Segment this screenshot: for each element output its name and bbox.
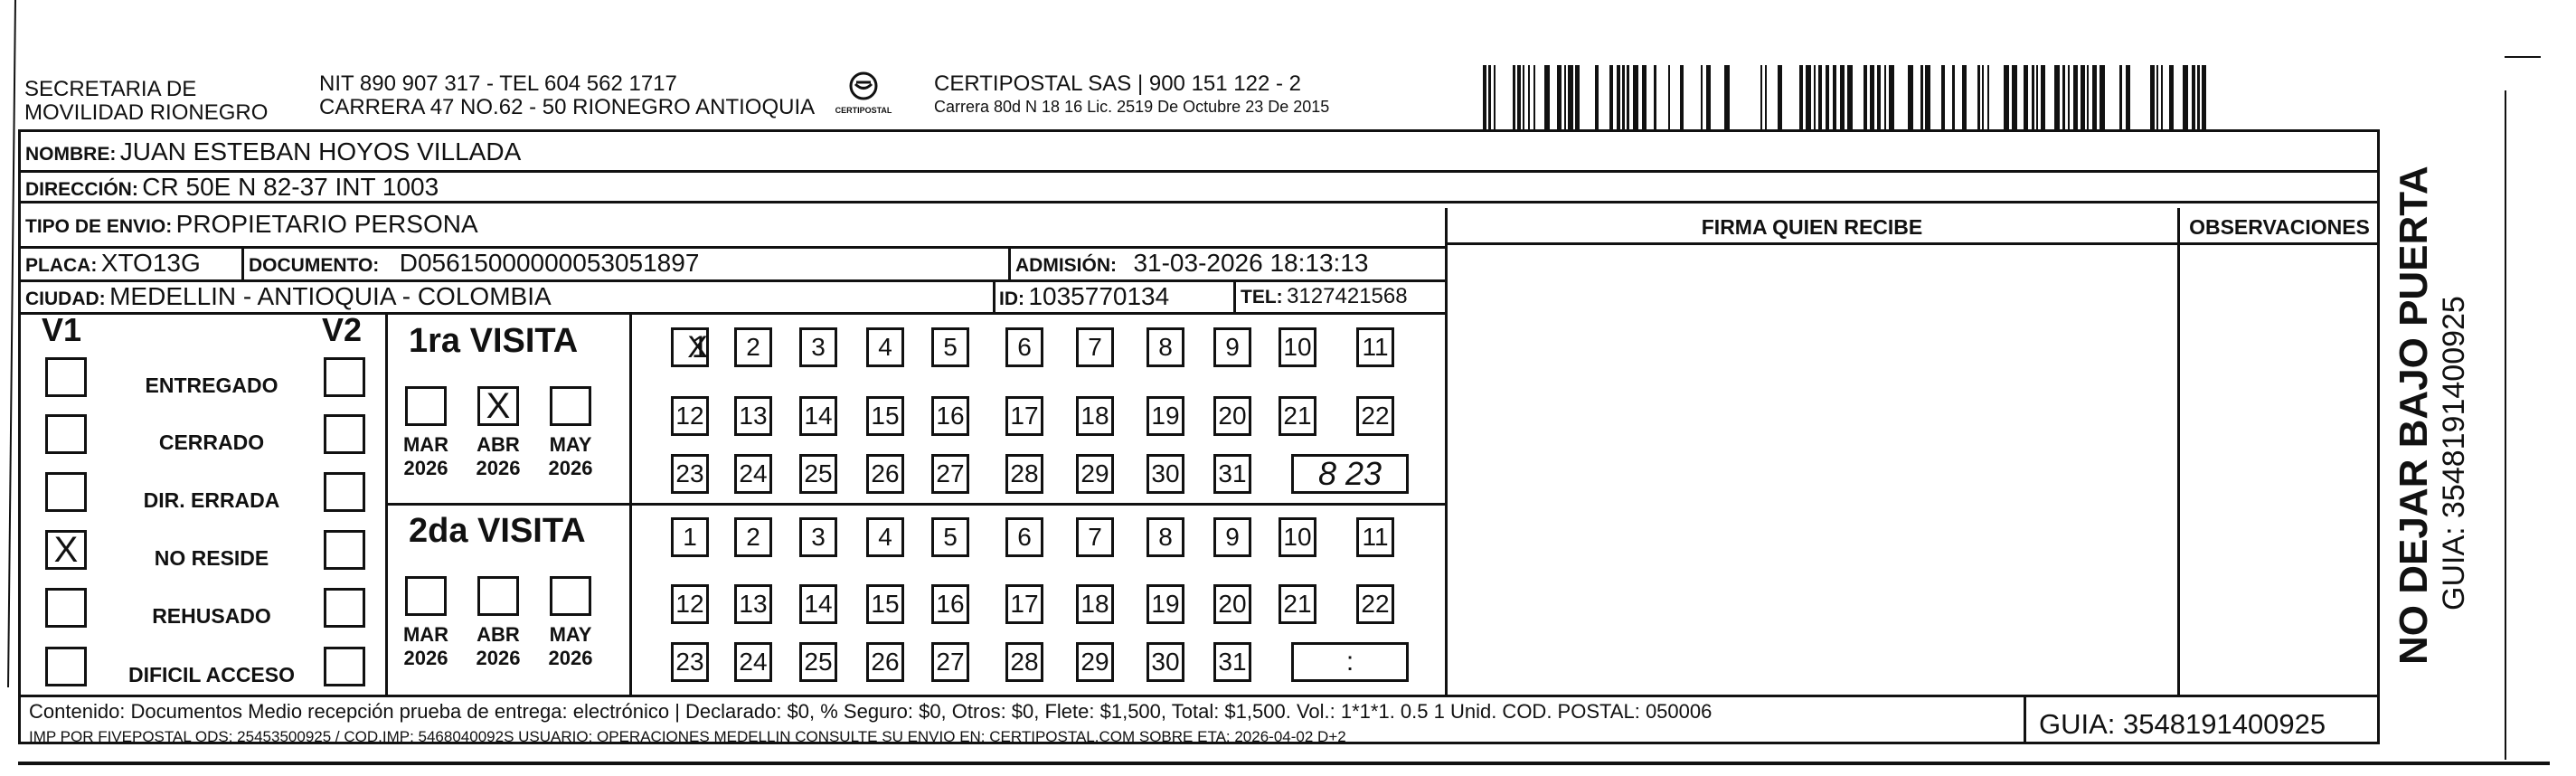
day-box[interactable]: 29 xyxy=(1076,454,1114,494)
barcode-bar xyxy=(2054,65,2060,130)
barcode-bar xyxy=(1987,65,1989,130)
barcode-bar xyxy=(2087,65,2089,130)
admision-divider xyxy=(1008,246,1011,279)
tipo-label: TIPO DE ENVIO: xyxy=(25,216,173,237)
month-label xyxy=(398,433,454,480)
v2-checkbox[interactable] xyxy=(324,588,365,628)
v2-label: V2 xyxy=(322,311,363,348)
barcode-bar xyxy=(2192,65,2195,130)
v1-checkbox[interactable] xyxy=(45,414,87,454)
day-box[interactable]: 11 xyxy=(1356,517,1394,557)
day-box[interactable]: 4 xyxy=(866,327,904,367)
barcode-bar xyxy=(1533,65,1535,130)
month-name: ABR xyxy=(477,623,520,646)
secretaria-line1: SECRETARIA DE xyxy=(24,77,197,101)
month-year: 2026 xyxy=(548,457,593,479)
day-box[interactable]: 18 xyxy=(1076,584,1114,624)
placa-row xyxy=(25,249,201,278)
side-text-block xyxy=(2392,158,2509,665)
barcode-bar xyxy=(1595,65,1599,130)
nit-line2: CARRERA 47 NO.62 - 50 RIONEGRO ANTIOQUIA xyxy=(319,95,816,119)
certipostal-logo xyxy=(827,71,900,125)
nombre-row xyxy=(25,137,521,166)
day-box[interactable]: 17 xyxy=(1005,584,1043,624)
row-line-5 xyxy=(18,312,1447,315)
day-box[interactable]: 3 xyxy=(799,517,837,557)
month-label xyxy=(470,623,526,670)
ciudad-row xyxy=(25,282,552,311)
day-box[interactable]: 25 xyxy=(799,642,837,682)
barcode-bar xyxy=(1941,65,1945,130)
v2-checkbox[interactable] xyxy=(324,472,365,512)
id-value: 1035770134 xyxy=(1028,282,1170,310)
tel-row xyxy=(1241,284,1408,309)
barcode-bar xyxy=(2024,65,2028,130)
barcode-bar xyxy=(2119,65,2122,130)
barcode-bar xyxy=(1627,65,1629,130)
ciudad-value: MEDELLIN - ANTIOQUIA - COLOMBIA xyxy=(109,282,552,310)
barcode-bar xyxy=(1760,65,1762,130)
day-box[interactable]: 13 xyxy=(734,396,772,436)
barcode-bar xyxy=(1528,65,1530,130)
id-row xyxy=(999,282,1169,311)
barcode-bar xyxy=(1962,65,1967,130)
v1-label: V1 xyxy=(42,311,82,348)
barcode xyxy=(1483,65,2206,130)
barcode-bar xyxy=(1884,65,1886,130)
barcode-bar xyxy=(2081,65,2085,130)
day-box[interactable]: 1 xyxy=(671,517,709,557)
placa-divider xyxy=(241,246,244,279)
tel-label: TEL: xyxy=(1241,287,1283,308)
side-guia: GUIA: 3548191400925 xyxy=(2437,296,2471,610)
day-box[interactable]: 10 xyxy=(1279,517,1316,557)
barcode-bar xyxy=(1483,65,1486,130)
documento-label: DOCUMENTO: xyxy=(249,255,380,276)
day-box[interactable]: 23 xyxy=(671,642,709,682)
day-box[interactable]: 11 xyxy=(1356,327,1394,367)
day-box[interactable]: 27 xyxy=(931,642,969,682)
barcode-bar xyxy=(1977,65,1980,130)
first-visit-title: 1ra VISITA xyxy=(409,322,579,360)
barcode-bar xyxy=(1633,65,1638,130)
certi-block xyxy=(934,72,1329,118)
barcode-bar xyxy=(1557,65,1562,130)
barcode-bar xyxy=(1864,65,1867,130)
day-box[interactable]: 5 xyxy=(931,517,969,557)
certi-line2: Carrera 80d N 18 16 Lic. 2519 De Octubre 23 De 2015 xyxy=(934,98,1330,116)
day-box[interactable]: 30 xyxy=(1146,454,1184,494)
barcode-bar xyxy=(2169,65,2174,130)
v1-checkbox[interactable] xyxy=(45,647,87,686)
barcode-bar xyxy=(1908,65,1913,130)
logo-icon xyxy=(845,71,882,101)
admision-value: 31-03-2026 18:13:13 xyxy=(1133,249,1369,277)
status-label: DIR. ERRADA xyxy=(143,488,280,512)
barcode-bar xyxy=(2150,65,2155,130)
day-box[interactable]: 14 xyxy=(799,396,837,436)
barcode-bar xyxy=(1544,65,1550,130)
day-box[interactable]: 9 xyxy=(1213,517,1251,557)
barcode-bar xyxy=(1706,65,1711,130)
barcode-bar xyxy=(1982,65,1984,130)
barcode-bar xyxy=(2004,65,2009,130)
v1-checkbox[interactable] xyxy=(45,472,87,512)
day-box[interactable]: X1 xyxy=(671,327,709,367)
barcode-bar xyxy=(1724,65,1730,130)
secretaria-block xyxy=(24,78,268,125)
barcode-bar xyxy=(1877,65,1881,130)
barcode-bar xyxy=(1517,65,1521,130)
barcode-bar xyxy=(1952,65,1955,130)
side-warning: NO DEJAR BAJO PUERTA xyxy=(2392,166,2436,665)
nit-block xyxy=(319,72,815,119)
firma-label: FIRMA QUIEN RECIBE xyxy=(1701,215,1923,239)
footer-line2: IMP POR FIVEPOSTAL ODS: 25453500925 / COD.IMP: 5468040092S USUARIO: OPERACIONES MEDELLIN CONSULTE SU ENVIO EN: CERTIPOSTAL.COM SOBRE ETA: 2026-04-02 D+2 xyxy=(29,728,1346,745)
barcode-bar xyxy=(2161,65,2163,130)
left-margin-line xyxy=(7,0,16,687)
day-box[interactable]: 4 xyxy=(866,517,904,557)
barcode-bar xyxy=(1870,65,1874,130)
first-visit-time-box[interactable]: 8 23 xyxy=(1291,454,1409,494)
day-box[interactable]: 25 xyxy=(799,454,837,494)
visit-divider-line xyxy=(385,503,1445,506)
barcode-bar xyxy=(2062,65,2065,130)
month-checkbox[interactable]: X xyxy=(477,386,519,426)
day-box[interactable]: 21 xyxy=(1279,396,1316,436)
row-line-3b xyxy=(1447,242,2380,245)
barcode-bar xyxy=(1609,65,1613,130)
day-box[interactable]: 12 xyxy=(671,396,709,436)
barcode-bar xyxy=(2099,65,2105,130)
day-box[interactable]: 23 xyxy=(671,454,709,494)
barcode-bar xyxy=(2197,65,2200,130)
barcode-bar xyxy=(2032,65,2034,130)
status-label: DIFICIL ACCESO xyxy=(127,663,295,686)
day-box[interactable]: 31 xyxy=(1213,642,1251,682)
day-box[interactable]: 2 xyxy=(734,327,772,367)
barcode-bar xyxy=(1847,65,1853,130)
nombre-value: JUAN ESTEBAN HOYOS VILLADA xyxy=(119,137,522,166)
barcode-bar xyxy=(1701,65,1703,130)
v1-checkbox[interactable] xyxy=(45,357,87,397)
barcode-bar xyxy=(1564,65,1566,130)
barcode-bar xyxy=(2012,65,2017,130)
month-year: 2026 xyxy=(476,457,521,479)
barcode-bar xyxy=(1799,65,1803,130)
day-box[interactable]: 15 xyxy=(866,584,904,624)
barcode-bar xyxy=(1840,65,1845,130)
day-box[interactable]: 28 xyxy=(1005,454,1043,494)
day-box[interactable]: 6 xyxy=(1005,517,1043,557)
day-box[interactable]: 12 xyxy=(671,584,709,624)
barcode-bar xyxy=(1513,65,1515,130)
barcode-bar xyxy=(2183,65,2188,130)
day-box[interactable]: 20 xyxy=(1213,396,1251,436)
month-checkbox[interactable] xyxy=(405,576,447,616)
month-label xyxy=(470,433,526,480)
day-box[interactable]: 26 xyxy=(866,642,904,682)
day-box[interactable]: 18 xyxy=(1076,396,1114,436)
day-box[interactable]: 27 xyxy=(931,454,969,494)
tipo-value: PROPIETARIO PERSONA xyxy=(175,210,478,238)
ciudad-label: CIUDAD: xyxy=(25,289,106,309)
admision-row xyxy=(1015,249,1368,278)
tipo-row xyxy=(25,210,478,239)
day-box[interactable]: 31 xyxy=(1213,454,1251,494)
day-box[interactable]: 2 xyxy=(734,517,772,557)
month-checkbox[interactable] xyxy=(405,386,447,426)
barcode-bar xyxy=(1680,65,1684,130)
month-name: MAR xyxy=(402,623,449,646)
v2-checkbox[interactable] xyxy=(324,647,365,686)
day-box[interactable]: 24 xyxy=(734,454,772,494)
month-checkbox[interactable] xyxy=(550,576,591,616)
id-divider xyxy=(993,279,995,312)
month-name: MAY xyxy=(549,433,592,456)
placa-value: XTO13G xyxy=(100,249,201,277)
certi-line1: CERTIPOSTAL SAS | 900 151 122 - 2 xyxy=(934,71,1301,96)
tel-divider xyxy=(1233,279,1236,312)
day-box[interactable]: 10 xyxy=(1279,327,1316,367)
barcode-bar xyxy=(1488,65,1491,130)
month-name: MAR xyxy=(402,433,449,456)
barcode-bar xyxy=(1765,65,1767,130)
v2-checkbox[interactable] xyxy=(324,414,365,454)
status-label: CERRADO xyxy=(158,431,265,454)
day-box[interactable]: 13 xyxy=(734,584,772,624)
v2-checkbox[interactable] xyxy=(324,530,365,570)
barcode-bar xyxy=(1889,65,1894,130)
nombre-label: NOMBRE: xyxy=(25,144,117,165)
day-box[interactable]: 30 xyxy=(1146,642,1184,682)
logo-text: CERTIPOSTAL xyxy=(835,106,892,115)
documento-row xyxy=(249,249,699,278)
barcode-bar xyxy=(1575,65,1580,130)
barcode-bar xyxy=(2126,65,2130,130)
barcode-bar xyxy=(2202,65,2206,130)
barcode-bar xyxy=(1668,65,1670,130)
barcode-bar xyxy=(2041,65,2045,130)
day-box[interactable]: 17 xyxy=(1005,396,1043,436)
firma-left-line xyxy=(1445,208,1448,695)
month-name: MAY xyxy=(549,623,592,646)
status-label: ENTREGADO xyxy=(145,374,278,397)
obs-left-line xyxy=(2177,208,2180,695)
direccion-value: CR 50E N 82-37 INT 1003 xyxy=(142,173,439,201)
barcode-bar xyxy=(1617,65,1620,130)
placa-label: PLACA: xyxy=(25,255,98,276)
second-visit-time-box[interactable]: : xyxy=(1291,642,1409,682)
barcode-bar xyxy=(1826,65,1829,130)
tel-value: 3127421568 xyxy=(1287,284,1408,308)
day-box[interactable]: 3 xyxy=(799,327,837,367)
footer-guia-divider xyxy=(2024,695,2026,744)
barcode-bar xyxy=(1818,65,1822,130)
direccion-row xyxy=(25,173,439,202)
day-box[interactable]: 6 xyxy=(1005,327,1043,367)
day-box[interactable]: 5 xyxy=(931,327,969,367)
barcode-bar xyxy=(1494,65,1496,130)
day-box[interactable]: 7 xyxy=(1076,327,1114,367)
barcode-bar xyxy=(2156,65,2158,130)
footer-guia: GUIA: 3548191400925 xyxy=(2039,708,2326,740)
barcode-bar xyxy=(2036,65,2038,130)
secretaria-line2: MOVILIDAD RIONEGRO xyxy=(24,100,269,125)
barcode-bar xyxy=(2068,65,2070,130)
barcode-bar xyxy=(1642,65,1647,130)
v2-checkbox[interactable] xyxy=(324,357,365,397)
direccion-label: DIRECCIÓN: xyxy=(25,179,138,200)
month-checkbox[interactable] xyxy=(477,576,519,616)
barcode-bar xyxy=(1778,65,1782,130)
barcode-bar xyxy=(1523,65,1524,130)
day-box[interactable]: 19 xyxy=(1146,584,1184,624)
nit-line1: NIT 890 907 317 - TEL 604 562 1717 xyxy=(319,71,677,96)
month-year: 2026 xyxy=(403,457,448,479)
top-right-dash xyxy=(2505,56,2541,58)
day-box[interactable]: 28 xyxy=(1005,642,1043,682)
barcode-bar xyxy=(1833,65,1836,130)
bottom-edge-line xyxy=(18,762,2550,765)
day-box[interactable]: 16 xyxy=(931,396,969,436)
barcode-bar xyxy=(2073,65,2078,130)
v1-checkbox[interactable] xyxy=(45,588,87,628)
day-box[interactable]: 29 xyxy=(1076,642,1114,682)
day-box[interactable]: 22 xyxy=(1356,584,1394,624)
barcode-bar xyxy=(1568,65,1573,130)
barcode-bar xyxy=(1920,65,1923,130)
month-label xyxy=(543,433,599,480)
month-checkbox[interactable] xyxy=(550,386,591,426)
day-box[interactable]: 20 xyxy=(1213,584,1251,624)
footer-line1: Contenido: Documentos Medio recepción prueba de entrega: electrónico | Declarado: $0, % Seguro: $0, Otros: $0, Flete: $1,500, Total: $1,500. Vol.: 1*1*1. 0.5 1 Unid. COD. POSTAL: 050006 xyxy=(29,700,1713,723)
month-label xyxy=(398,623,454,670)
status-label: REHUSADO xyxy=(152,604,271,628)
month-year: 2026 xyxy=(476,647,521,669)
day-box[interactable]: 26 xyxy=(866,454,904,494)
barcode-bar xyxy=(2092,65,2097,130)
day-box[interactable]: 14 xyxy=(799,584,837,624)
day-box[interactable]: 9 xyxy=(1213,327,1251,367)
month-year: 2026 xyxy=(403,647,448,669)
month-name: ABR xyxy=(477,433,520,456)
documento-value: D05615000000053051897 xyxy=(399,249,700,277)
day-box[interactable]: 19 xyxy=(1146,396,1184,436)
day-box[interactable]: 8 xyxy=(1146,517,1184,557)
barcode-bar xyxy=(1622,65,1625,130)
barcode-bar xyxy=(1654,65,1656,130)
day-box[interactable]: 22 xyxy=(1356,396,1394,436)
day-box[interactable]: 15 xyxy=(866,396,904,436)
barcode-bar xyxy=(1814,65,1816,130)
admision-label: ADMISIÓN: xyxy=(1015,255,1117,276)
day-box[interactable]: 7 xyxy=(1076,517,1114,557)
v1-checkbox[interactable]: X xyxy=(45,530,87,570)
barcode-bar xyxy=(1806,65,1811,130)
month-year: 2026 xyxy=(548,647,593,669)
day-box[interactable]: 16 xyxy=(931,584,969,624)
id-label: ID: xyxy=(999,289,1024,309)
day-box[interactable]: 24 xyxy=(734,642,772,682)
barcode-bar xyxy=(1925,65,1930,130)
month-label xyxy=(543,623,599,670)
day-box[interactable]: 8 xyxy=(1146,327,1184,367)
day-box[interactable]: 21 xyxy=(1279,584,1316,624)
observaciones-label: OBSERVACIONES xyxy=(2189,215,2370,239)
second-visit-title: 2da VISITA xyxy=(409,512,586,550)
status-label: NO RESIDE xyxy=(154,546,269,570)
